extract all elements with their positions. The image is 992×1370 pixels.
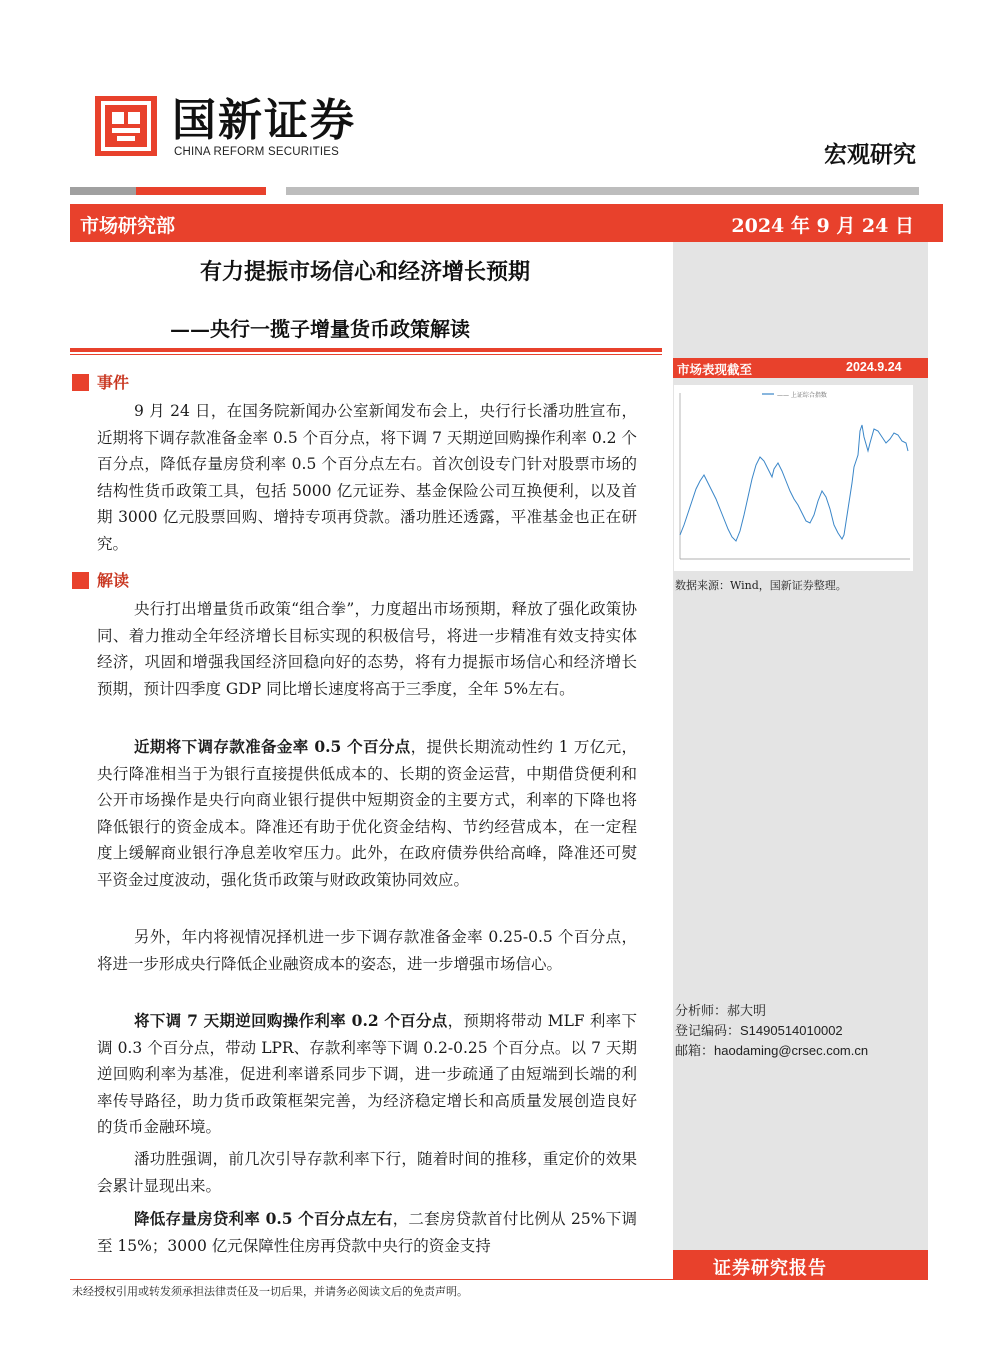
mortgage-rate-highlight: 降低存量房贷利率 0.5 个百分点左右 [134, 1209, 393, 1228]
analyst-name: 分析师：郝大明 [675, 1004, 767, 1019]
chart-source: 数据来源：Wind，国新证券整理。 [675, 579, 847, 592]
title-rule-thin [70, 354, 662, 355]
section-icon [72, 572, 89, 589]
rrr-cut-text: ，提供长期流动性约 1 万亿元，央行降准相当于为银行直接提供低成本的、长期的资金运营，中期借贷便利和公开市场操作是央行向商业银行提供中短期资金的主要方式，利率的下降也将降低银行的资金成本。降准还有助于优化资金结构、节约经营成本，在一定程度上缓解商业银行净息差收窄压力。此外，在政府债券供给高峰，降准还可熨平资金过度波动，强化货币政策与财政政策协同效应。 [97, 738, 637, 889]
interpretation-paragraph-5: 潘功胜强调，前几次引导存款利率下行，随着时间的推移，重定价的效果会累计显现出来。 [97, 1150, 637, 1195]
market-chart-svg [674, 385, 913, 571]
analyst-email[interactable]: 邮箱：haodaming@crsec.com.cn [675, 1043, 869, 1058]
analyst-registration: 登记编码：S1490514010002 [675, 1023, 843, 1038]
section-title-event: 事件 [97, 373, 130, 392]
title-rule-thick [70, 348, 662, 352]
rrr-cut-highlight: 近期将下调存款准备金率 0.5 个百分点 [134, 737, 411, 756]
market-chart [674, 385, 913, 571]
report-tag-label: 证券研究报告 [713, 1258, 827, 1279]
interpretation-paragraph-4 [97, 1008, 637, 1141]
header-rule-gray-left [70, 187, 136, 195]
mortgage-rate-text: ，二套房贷款首付比例从 25%下调至 15%；3000 亿元保障性住房再贷款中央行的资金支持 [97, 1210, 637, 1255]
report-title: 有力提振市场信心和经济增长预期 [199, 259, 530, 285]
repo-rate-text: ，预期将带动 MLF 利率下调 0.3 个百分点，带动 LPR、存款利率等下调 0.2-0.25 个百分点。以 7 天期逆回购利率为基准，促进利率谱系同步下调，进一步疏通了由短端到长端的利率传导路径，助力货币政策框架完善，为经济稳定增长和高质量发展创造良好的货币金融环境。 [97, 1012, 637, 1136]
market-performance-date: 2024.9.24 [846, 360, 902, 374]
repo-rate-highlight: 将下调 7 天期逆回购操作利率 0.2 个百分点 [134, 1011, 448, 1030]
interpretation-paragraph-3: 另外，年内将视情况择机进一步下调存款准备金率 0.25-0.5 个百分点，将进一步形成央行降低企业融资成本的姿态，进一步增强市场信心。 [97, 928, 637, 973]
department-label: 市场研究部 [80, 215, 176, 237]
report-tag [673, 1250, 928, 1280]
report-subtitle: ——央行一揽子增量货币政策解读 [170, 317, 470, 341]
report-date: 2024 年 9 月 24 日 [731, 215, 914, 237]
market-performance-label: 市场表现截至 [677, 362, 753, 377]
brand-name-cn: 国新证券 [172, 95, 356, 146]
event-paragraph: 9 月 24 日，在国务院新闻办公室新闻发布会上，央行行长潘功胜宣布，近期将下调存款准备金率 0.5 个百分点，将下调 7 天期逆回购操作利率 0.2 个百分点，降低存量房贷利率 0.5 个百分点左右。首次创设专门针对股票市场的结构性货币政策工具，包括 5000 亿元证券、基金保险公司互换便利，以及首期 3000 亿元股票回购、增持专项再贷款。潘功胜还透露，平准基金也正在研究。 [97, 402, 637, 553]
disclaimer-footer: 未经授权引用或转发须承担法律责任及一切后果，并请务必阅读文后的免责声明。 [72, 1285, 468, 1298]
market-index-line [680, 425, 908, 541]
report-type: 宏观研究 [824, 141, 916, 168]
interpretation-paragraph-6 [97, 1206, 637, 1259]
header-rule-red [136, 187, 266, 195]
logo-mark [95, 96, 157, 156]
footer-rule [70, 1279, 673, 1280]
interpretation-paragraph-1: 央行打出增量货币政策“组合拳”，力度超出市场预期，释放了强化政策协同、着力推动全年经济增长目标实现的积极信号，将进一步精准有效支持实体经济，巩固和增强我国经济回稳向好的态势，将有力提振市场信心和经济增长预期，预计四季度 GDP 同比增长速度将高于三季度，全年 5%左右。 [97, 600, 637, 698]
chart-legend-text: —— 上证综合指数 [777, 392, 827, 399]
section-icon [72, 374, 89, 391]
header-rule-gray [286, 187, 919, 195]
brand-name-en: CHINA REFORM SECURITIES [174, 146, 339, 158]
section-title-interpretation: 解读 [97, 571, 130, 590]
interpretation-paragraph-2 [97, 734, 637, 893]
